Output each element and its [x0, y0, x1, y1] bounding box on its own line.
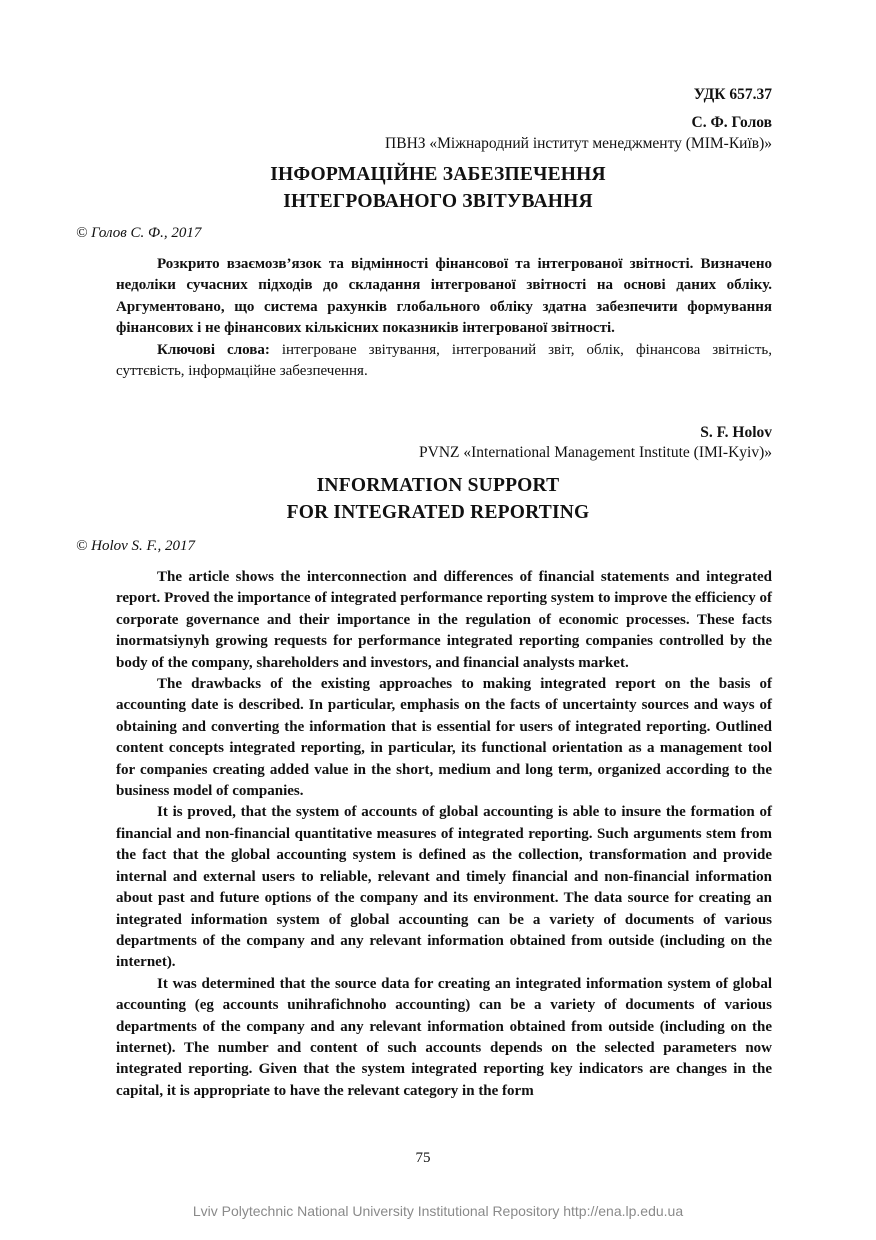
- keywords-label: Ключові слова:: [157, 341, 270, 358]
- abstract-en-paragraph: The drawbacks of the existing approaches to making integrated report on the basis of accounting date is described. In particular, emphasis on the facts of uncertainty sources and ways of obtaining and converting the information that is essential for users of integrated reporting. Outlined content concepts integrated reporting, in particular, its functional orientation as a management tool for companies creating added value in the short, medium and long term, organized according to the business model of companies.: [116, 676, 772, 800]
- abstract-ua: [116, 254, 772, 382]
- author-ua: С. Ф. Голов: [691, 114, 772, 131]
- title-ua-line2: ІНТЕГРОВАНОГО ЗВІТУВАННЯ: [283, 191, 593, 212]
- title-en: [0, 472, 876, 526]
- abstract-en-paragraph: It is proved, that the system of accounts of global accounting is able to insure the formation of financial and non-financial quantitative measures of integrated reporting. Such arguments stem from the fact that the global accounting system is defined as the collection, transformation and provide internal and external users to reliable, relevant and timely financial and non-financial information about past and future options of the company and its environment. The data source for creating an integrated information system of global accounting can be a variety of documents of various departments of the company and any relevant information obtained from outside (including on the internet).: [116, 804, 772, 971]
- copyright-ua: © Голов С. Ф., 2017: [76, 225, 202, 241]
- affiliation-en: PVNZ «International Management Institute (IMI-Kyiv)»: [419, 444, 772, 461]
- abstract-en: [116, 567, 772, 1102]
- copyright-en: © Holov S. F., 2017: [76, 538, 196, 554]
- affiliation-ua: ПВНЗ «Міжнародний інститут менеджменту (МІМ-Київ)»: [385, 135, 772, 152]
- repository-footer: Lviv Polytechnic National University Institutional Repository http://ena.lp.edu.ua: [192, 1203, 684, 1219]
- keywords-ua: [116, 340, 772, 383]
- abstract-ua-text: Розкрито взаємозв’язок та відмінності фінансової та інтегрованої звітності. Визначено недоліки сучасних підходів до складання інтегрованої звітності на основі даних обліку. Аргументовано, що система рахунків глобального обліку здатна забезпечити формування фінансових і не фінансових кількісних показників інтегрованої звітності.: [116, 256, 772, 337]
- abstract-en-paragraph: It was determined that the source data for creating an integrated information system of global accounting (eg accounts unihrafichnoho accounting) can be a variety of documents of various departments of the company and any relevant information obtained from outside (including on the internet). The number and content of such accounts depends on the selected parameters now integrated reporting. Given that the system integrated reporting key indicators are changes in the capital, it is appropriate to have the relevant category in the form: [116, 975, 772, 1099]
- title-ua-line1: ІНФОРМАЦІЙНЕ ЗАБЕЗПЕЧЕННЯ: [270, 164, 606, 185]
- page-number: 75: [415, 1150, 431, 1166]
- title-en-line2: FOR INTEGRATED REPORTING: [286, 502, 590, 523]
- author-en: S. F. Holov: [700, 424, 772, 441]
- title-ua: [0, 161, 876, 215]
- abstract-en-paragraph: The article shows the interconnection and differences of financial statements and integrated report. Proved the importance of integrated performance reporting system to improve the efficiency of corporate governance and their importance in the regulation of economic processes. These facts inormatsiynyh growing requests for performance integrated reporting companies controlled by the body of the company, shareholders and investors, and financial analysts market.: [116, 569, 772, 671]
- keywords-text: інтегроване звітування, інтегрований звіт, облік, фінансова звітність, суттєвість, інформаційне забезпечення.: [116, 341, 772, 380]
- udk-code: УДК 657.37: [693, 86, 772, 103]
- title-en-line1: INFORMATION SUPPORT: [316, 475, 560, 496]
